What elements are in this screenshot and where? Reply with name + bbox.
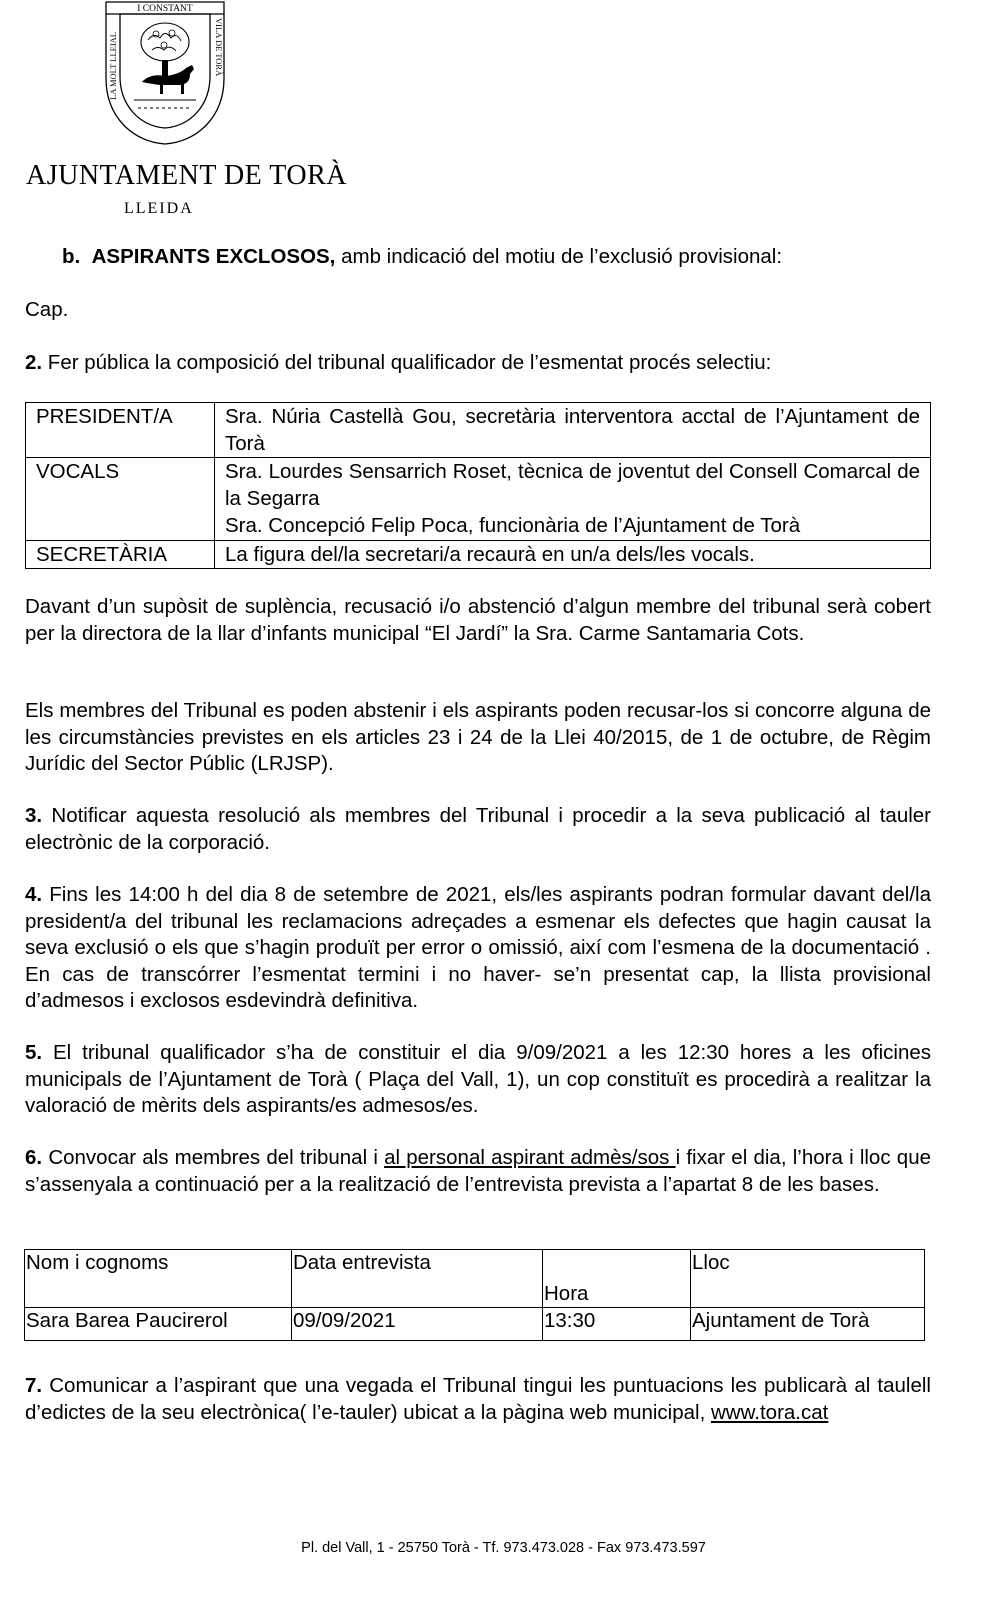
tribunal-member: Sra. Núria Castellà Gou, secretària interventora acctal de l’Ajuntament de Torà [215, 403, 931, 458]
item-4-number: 4. [25, 883, 43, 906]
column-header: Data entrevista [292, 1250, 543, 1308]
svg-text:LA MOLT LLEIAL: LA MOLT LLEIAL [108, 32, 118, 100]
item-2-number: 2. [25, 351, 43, 374]
item-7-text: Comunicar a l’aspirant que una vegada el Tribunal tingui les puntuacions les publicarà al taulell d’edictes de la seu electrònica( l’e-tauler) ubicat a la pàgina web municipal, [25, 1374, 931, 1424]
item-3-text: Notificar aquesta resolució als membres del Tribunal i procedir a la seva publicació al tauler electrònic de la corporació. [25, 804, 931, 854]
tribunal-role: PRESIDENT/A [26, 403, 215, 458]
table-row [25, 1308, 925, 1341]
paragraph-members: Els membres del Tribunal es poden abstenir i els aspirants poden recusar-los si concorre alguna de les circumstàncies previstes en els articles 23 i 24 de la Llei 40/2015, de 1 de octubre, de Règim Jurídic del Sector Públic (LRJSP). [25, 699, 931, 775]
item-7 [25, 1373, 931, 1426]
item-6-underlined: al personal aspirant admès/sos [384, 1146, 676, 1169]
section-b-marker: b. [62, 245, 81, 268]
interview-table [24, 1249, 925, 1341]
table-cell: Sara Barea Paucirerol [25, 1308, 292, 1341]
item-6 [25, 1145, 931, 1198]
table-cell: 09/09/2021 [292, 1308, 543, 1341]
tribunal-member: La figura del/la secretari/a recaurà en un/a dels/les vocals. [215, 540, 931, 569]
item-2 [25, 350, 771, 377]
table-row [26, 458, 931, 513]
item-5-number: 5. [25, 1041, 43, 1064]
column-header: Lloc [691, 1250, 925, 1308]
table-header-row [25, 1250, 925, 1308]
table-row [26, 403, 931, 458]
tree-icon [141, 23, 189, 76]
item-6-number: 6. [25, 1146, 43, 1169]
column-header: Nom i cognoms [25, 1250, 292, 1308]
item-5 [25, 1040, 931, 1120]
item-4 [25, 882, 931, 1015]
item-3 [25, 803, 931, 856]
item-7-number: 7. [25, 1374, 43, 1397]
tribunal-role: SECRETÀRIA [26, 540, 215, 569]
item-3-number: 3. [25, 804, 43, 827]
tribunal-table [25, 402, 931, 569]
tribunal-role: VOCALS [26, 458, 215, 513]
column-header: Hora [543, 1250, 691, 1308]
website-link[interactable]: www.tora.cat [711, 1400, 829, 1424]
tribunal-member: Sra. Concepció Felip Poca, funcionària de l’Ajuntament de Torà [215, 512, 931, 540]
organization-city: LLEIDA [124, 200, 194, 217]
item-2-text: Fer pública la composició del tribunal qualificador de l’esmentat procés selectiu: [42, 351, 772, 374]
organization-name: AJUNTAMENT DE TORÀ [26, 160, 347, 191]
svg-text:I CONSTANT: I CONSTANT [137, 4, 193, 14]
svg-text:VILA DE TORÀ: VILA DE TORÀ [214, 18, 224, 77]
section-b-title: ASPIRANTS EXCLOSOS, [91, 245, 336, 268]
tribunal-member: Sra. Lourdes Sensarrich Roset, tècnica de joventut del Consell Comarcal de la Segarra [215, 458, 931, 513]
section-b-text: amb indicació del motiu de l’exclusió provisional: [335, 245, 783, 268]
table-cell: 13:30 [543, 1308, 691, 1341]
section-b-value: Cap. [25, 298, 69, 321]
footer-address: Pl. del Vall, 1 - 25750 Torà - Tf. 973.473.028 - Fax 973.473.597 [301, 1540, 706, 1556]
paragraph-substitute: Davant d’un supòsit de suplència, recusació i/o abstenció d’algun membre del tribunal serà cobert per la directora de la llar d’infants municipal “El Jardí” la Sra. Carme Santamaria Cots. [25, 595, 931, 645]
table-row [26, 540, 931, 569]
table-cell: Ajuntament de Torà [691, 1308, 925, 1341]
tribunal-role [26, 512, 215, 540]
item-6-text: Convocar als membres del tribunal i [42, 1146, 385, 1169]
municipal-seal [104, 0, 226, 146]
table-row [26, 512, 931, 540]
item-6-text-end: i fixar el dia, l’hora i lloc que s’assenyala a continuació per a la realització de l’entrevista prevista a l’apartat 8 de les bases. [25, 1146, 932, 1196]
item-4-text: Fins les 14:00 h del dia 8 de setembre de 2021, els/les aspirants podran formular davant del/la president/a del tribunal les reclamacions adreçades a esmenar els defectes que hagin causat la seva exclusió o els que s’hagin produït per error o omissió, així com l’esmena de la documentació . En cas de transcórrer l’esmentat termini i no haver- se’n presentat cap, la llista provisional d’admesos i exclosos esdevindrà definitiva. [25, 883, 931, 1012]
item-5-text: El tribunal qualificador s’ha de constituir el dia 9/09/2021 a les 12:30 hores a les oficines municipals de l’Ajuntament de Torà ( Plaça del Vall, 1), un cop constituït es procedirà a realitzar la valoració de mèrits dels aspirants/es admesos/es. [25, 1041, 931, 1117]
section-b-heading [62, 244, 782, 271]
